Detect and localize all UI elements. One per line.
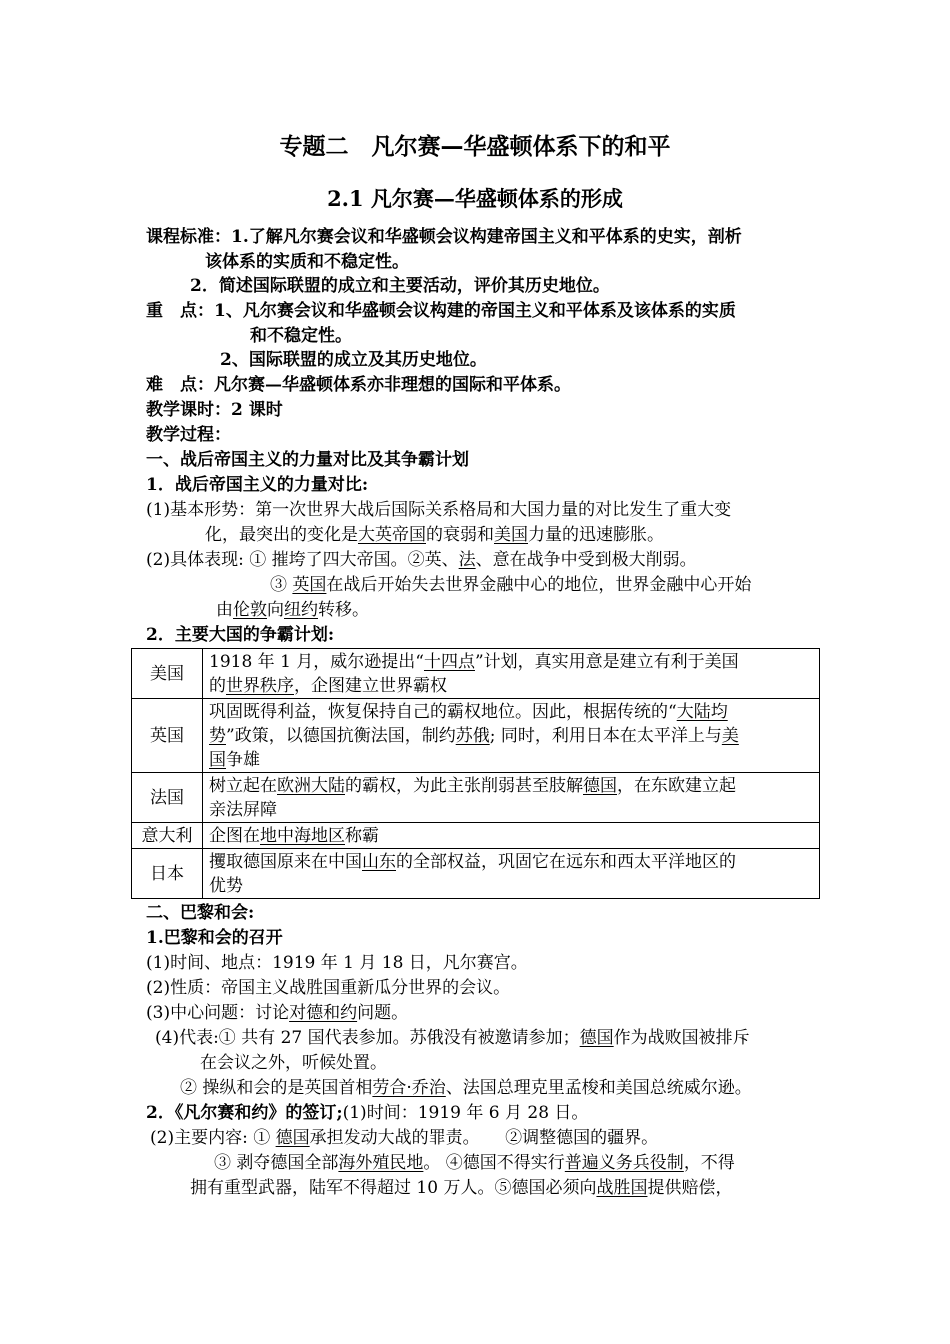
keyword: 苏俄 <box>455 725 490 746</box>
table-row <box>132 773 820 823</box>
country-cell: 法国 <box>132 773 203 823</box>
section-2-item-1: (1)时间、地点：1919 年 1 月 18 日，凡尔赛宫。 <box>146 953 528 973</box>
difficulty-line: 难 点：凡尔赛—华盛顿体系亦非理想的国际和平体系。 <box>146 375 571 395</box>
keyword: 战胜国 <box>596 1178 648 1198</box>
keyword: 普遍义务兵役制 <box>564 1153 684 1173</box>
table-row <box>132 649 820 699</box>
keyword: 世界秩序 <box>226 675 294 696</box>
page-title: 专题二 凡尔赛—华盛顿体系下的和平 <box>279 134 671 160</box>
keyword: 纽约 <box>284 600 318 620</box>
keyword: 德国 <box>275 1128 310 1148</box>
section-1-p1-line-1: (1)基本形势：第一次世界大战后国际关系格局和大国力量的对比发生了重大变 <box>146 500 732 520</box>
keyword: 法 <box>458 550 476 570</box>
keyword: 国 <box>209 749 226 770</box>
section-2-item-4-cont: 在会议之外，听候处置。 <box>200 1053 387 1073</box>
section-2-item-5: ② 操纵和会的是英国首相劳合·乔治、法国总理克里孟梭和美国总统威尔逊。 <box>180 1078 752 1098</box>
section-2-item-3: (3)中心问题：讨论对德和约问题。 <box>146 1003 409 1023</box>
page-subtitle: 2.1 凡尔赛—华盛顿体系的形成 <box>327 186 623 211</box>
standards-line-1: 课程标准：1.了解凡尔赛会议和华盛顿会议构建帝国主义和平体系的史实，剖析 <box>146 227 742 247</box>
keyword: 英国 <box>292 575 327 595</box>
key-points-line-2: 和不稳定性。 <box>250 326 352 346</box>
keyword: 十四点 <box>423 651 475 672</box>
difficulty-label: 难 点： <box>146 375 214 395</box>
keyword: 地中海地区 <box>260 825 345 846</box>
plan-cell: 巩固既得利益，恢复保持自己的霸权地位。因此，根据传统的“大陆均 势”政策，以德国抗衡法国，制约苏俄; 同时，利用日本在太平洋上与美 国争雄 <box>203 699 820 773</box>
plan-cell: 1918 年 1 月，威尔逊提出“十四点”计划，真实用意是建立有利于美国 的世界秩序，企图建立世界霸权 <box>203 649 820 699</box>
section-1-heading: 一、战后帝国主义的力量对比及其争霸计划 <box>146 450 469 470</box>
keyword: 欧洲大陆 <box>277 775 345 796</box>
section-2-heading: 二、巴黎和会: <box>146 903 255 923</box>
key-points-line-3: 2、国际联盟的成立及其历史地位。 <box>220 350 487 370</box>
keyword: 山东 <box>362 851 396 872</box>
keyword: 大英帝国 <box>358 525 426 545</box>
keyword: 德国 <box>579 1028 614 1048</box>
standards-line-3: 2．简述国际联盟的成立和主要活动，评价其历史地位。 <box>190 276 610 296</box>
keyword: 对德和约 <box>289 1003 358 1023</box>
section-1-p2-line-2: ③ 英国在战后开始失去世界金融中心的地位，世界金融中心开始 <box>270 575 752 595</box>
keyword: 德国 <box>583 775 617 796</box>
plan-cell: 企图在地中海地区称霸 <box>203 823 820 849</box>
country-cell: 意大利 <box>132 823 203 849</box>
section-2-item-4: (4)代表:① 共有 27 国代表参加。苏俄没有被邀请参加；德国作为战败国被排斥 <box>155 1028 750 1048</box>
key-points-line-1: 重 点：1、凡尔赛会议和华盛顿会议构建的帝国主义和平体系及该体系的实质 <box>146 301 736 321</box>
section-1-p2-line-3: 由伦敦向纽约转移。 <box>216 600 369 620</box>
country-cell: 日本 <box>132 849 203 899</box>
country-cell: 美国 <box>132 649 203 699</box>
plan-cell: 攫取德国原来在中国山东的全部权益，巩固它在远东和西太平洋地区的 优势 <box>203 849 820 899</box>
section-1-sub-1: 1．战后帝国主义的力量对比: <box>146 475 369 495</box>
keyword: 美 <box>721 725 739 746</box>
table-row <box>132 849 820 899</box>
teaching-process: 教学过程： <box>146 425 231 445</box>
treaty-content-3: 拥有重型武器，陆军不得超过 10 万人。⑤德国必须向战胜国提供赔偿， <box>190 1178 733 1198</box>
powers-plan-table <box>131 648 820 899</box>
section-2-sub-2: 2．《凡尔赛和约》的签订;(1)时间：1919 年 6 月 28 日。 <box>146 1103 589 1123</box>
keyword: 美国 <box>494 525 528 545</box>
table-row <box>132 823 820 849</box>
teaching-hours: 教学课时：2 课时 <box>146 400 283 420</box>
treaty-content-1: (2)主要内容: ① 德国承担发动大战的罪责。 ②调整德国的疆界。 <box>150 1128 659 1148</box>
section-1-p1-line-2: 化，最突出的变化是大英帝国的衰弱和美国力量的迅速膨胀。 <box>205 525 664 545</box>
keyword: 劳合·乔治 <box>372 1078 446 1098</box>
keyword: 势 <box>209 725 226 746</box>
standards-line-2: 该体系的实质和不稳定性。 <box>205 252 409 272</box>
keyword: 海外殖民地 <box>338 1153 424 1173</box>
section-2-sub-1: 1.巴黎和会的召开 <box>146 928 283 948</box>
table-row <box>132 699 820 773</box>
section-1-sub-2: 2．主要大国的争霸计划: <box>146 625 335 645</box>
plan-cell: 树立起在欧洲大陆的霸权，为此主张削弱甚至肢解德国，在东欧建立起 亲法屏障 <box>203 773 820 823</box>
country-cell: 英国 <box>132 699 203 773</box>
treaty-content-2: ③ 剥夺德国全部海外殖民地。 ④德国不得实行普遍义务兵役制，不得 <box>214 1153 735 1173</box>
key-points-label: 重 点： <box>146 301 214 321</box>
section-1-p2-line-1: (2)具体表现: ① 摧垮了四大帝国。②英、法、意在战争中受到极大削弱。 <box>146 550 697 570</box>
standards-label: 课程标准： <box>146 227 231 247</box>
section-2-item-2: (2)性质：帝国主义战胜国重新瓜分世界的会议。 <box>146 978 511 998</box>
keyword: 大陆均 <box>676 701 728 722</box>
keyword: 伦敦 <box>233 600 267 620</box>
